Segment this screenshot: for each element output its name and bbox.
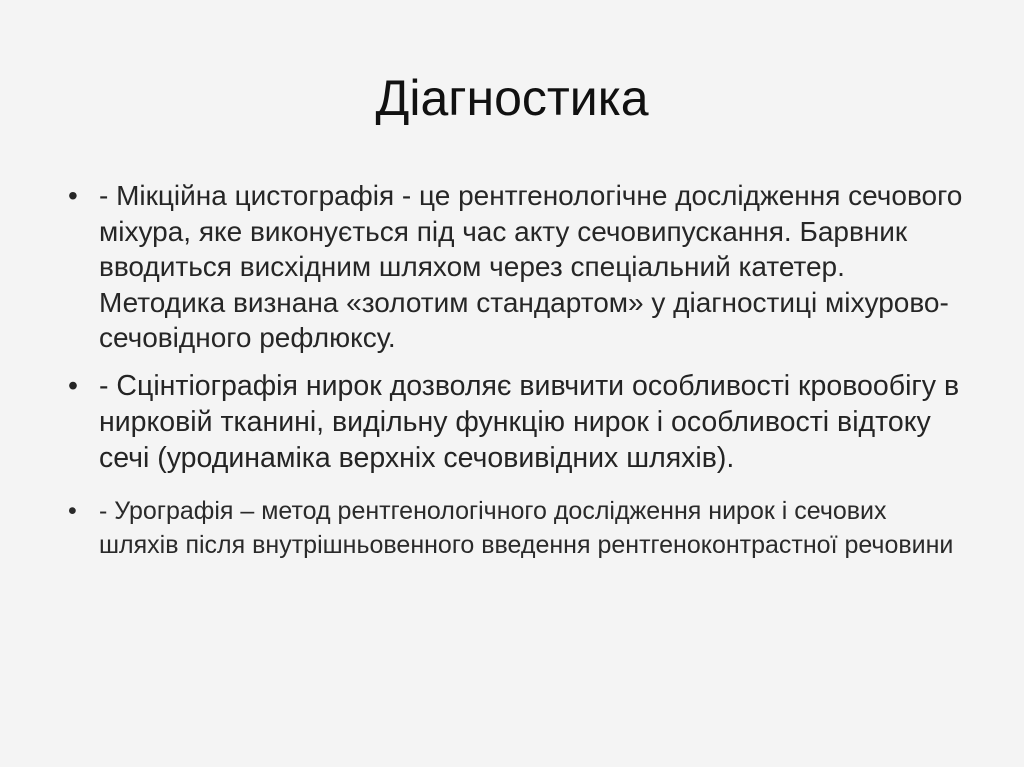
bullet-text-scintigraphy: - Сцінтіографія нирок дозволяє вивчити особливості кровообігу в нирковій тканині, видільну функцію нирок і особливості відтоку сечі (уродинаміка верхніх сечовивідних шляхів). — [99, 369, 960, 474]
bullet-item-scintigraphy — [68, 368, 968, 476]
bullet-item-urography — [68, 494, 968, 562]
bullet-text-cystography: - Мікційна цистографія - це рентгенологічне дослідження сечового міхура, яке виконується під час акту сечовипускання. Барвник вводиться висхідним шляхом через спеціальний катетер. Методика визнана «золотим стандартом» у діагностиці міхурово-сечовідного рефлюксу. — [99, 180, 963, 354]
bullet-text-urography: - Урографія – метод рентгенологічного дослідження нирок і сечових шляхів після внутрішньовенного введення рентгеноконтрастної речовини — [99, 496, 954, 559]
bullet-icon: • — [68, 369, 78, 402]
slide-title: Діагностика — [375, 70, 649, 126]
bullet-icon: • — [68, 496, 77, 525]
bullet-icon: • — [68, 180, 78, 211]
bullet-item-cystography — [68, 178, 968, 356]
bullet-list — [68, 178, 968, 562]
